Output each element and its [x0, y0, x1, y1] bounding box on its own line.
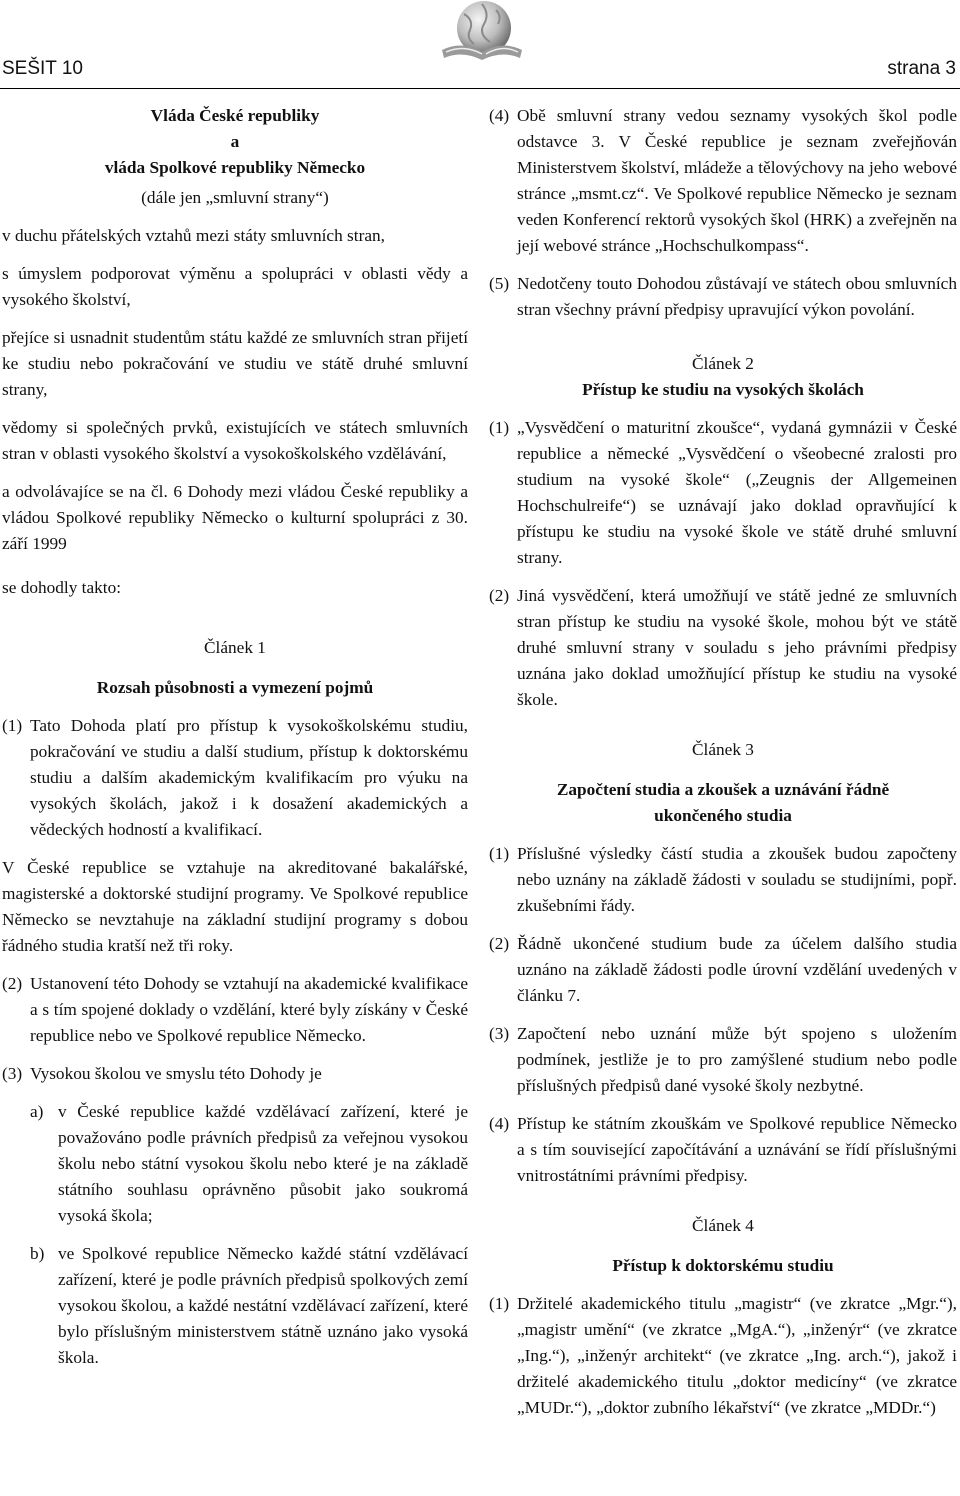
- left-column: [2, 103, 468, 1383]
- header-rule: [0, 88, 960, 89]
- article-1-paragraph: V České republice se vztahuje na akreditované bakalářské, magisterské a doktorské studijní programy. Ve Spolkové republice Německo se nevztahuje na základní studijní programy s dobou řádného studia kratší než tři roky.: [2, 858, 468, 955]
- issue-label: SEŠIT 10: [2, 58, 83, 79]
- article-4-heading: [489, 1213, 957, 1279]
- list-item: (1) Držitelé akademického titulu „magistr“ (ve zkratce „Mgr.“), „magistr umění“ (ve zkratce „MgA.“), „inženýr“ (ve zkratce „Ing.“), „inženýr architekt“ (ve zkratce „Ing. arch.“), jakož i držitelé akademického titulu „doktor medicíny“ (ve zkratce „MUDr.“), „doktor zubního lékařství“ (ve zkratce „MDDr.“): [489, 1294, 957, 1417]
- list-item: (2) Jiná vysvědčení, která umožňují ve státě jedné ze smluvních stran přístup ke studiu na vysoké škole, mohou být ve státě druhé smluvní strany v souladu s jeho právními předpisy uznána jako doklad umožňující přístup ke studiu na vysoké škole.: [489, 586, 957, 709]
- page-header: [0, 0, 960, 96]
- article-3-heading: [489, 737, 957, 829]
- article-2-heading: [489, 351, 957, 403]
- list-item: (1) Tato Dohoda platí pro přístup k vysokoškolskému studiu, pokračování ve studiu a další studium, přístup k doktorskému studiu a dalším akademickým kvalifikacím pro výuku na vysokých školách, jakož i k dosažení akademických a vědeckých hodností a kvalifikací.: [2, 716, 468, 839]
- list-item: (2) Ustanovení této Dohody se vztahují na akademické kvalifikace a s tím spojené doklady o vzdělání, které byly získány v České republice nebo ve Spolkové republice Německo.: [2, 974, 468, 1045]
- list-item: (3) Vysokou školou ve smyslu této Dohody je: [2, 1064, 322, 1083]
- article-1-title: Rozsah působnosti a vymezení pojmů: [96, 678, 374, 697]
- document-title: [2, 103, 468, 181]
- preamble-4: vědomy si společných prvků, existujících ve státech smluvních stran v oblasti vysokého školství a vysokoškolského vzdělávání,: [2, 418, 468, 463]
- article-4-number: Článek 4: [692, 1216, 754, 1235]
- article-4-title: Přístup k doktorskému studiu: [612, 1256, 834, 1275]
- article-2-number: Článek 2: [692, 354, 754, 373]
- article-3-number: Článek 3: [692, 740, 754, 759]
- list-item: (2) Řádně ukončené studium bude za účelem dalšího studia uznáno na základě žádosti podle úrovní vzdělání uvedených v článku 7.: [489, 934, 957, 1005]
- list-item: (4) Obě smluvní strany vedou seznamy vysokých škol podle odstavce 3. V České republice je seznam zveřejňován Ministerstvem školství, mládeže a tělovýchovy na jeho webové stránce „msmt.cz“. Ve Spolkové republice Německo je seznam veden Konferencí rektorů vysokých škol (HRK) a zveřejněn na její webové stránce „Hochschulkompass“.: [489, 106, 957, 255]
- article-1-heading: [2, 635, 468, 701]
- list-item: (3) Započtení nebo uznání může být spojeno s uložením podmínek, jestliže je to pro zamýšlené studium nebo podle příslušných předpisů dané vysoké školy nezbytné.: [489, 1024, 957, 1095]
- list-item: (5) Nedotčeny touto Dohodou zůstávají ve státech obou smluvních stran všechny právní předpisy upravující výkon povolání.: [489, 274, 957, 319]
- article-1-number: Článek 1: [204, 638, 266, 657]
- title-subtitle: (dále jen „smluvní strany“): [141, 188, 329, 207]
- preamble-3: přejíce si usnadnit studentům státu každé ze smluvních stran přijetí ke studiu nebo pokračování ve studiu ve státě druhé smluvní strany,: [2, 328, 468, 399]
- title-line-3: vláda Spolkové republiky Německo: [104, 158, 366, 177]
- preamble-2: s úmyslem podporovat výměnu a spolupráci v oblasti vědy a vysokého školství,: [2, 264, 468, 309]
- list-item: (4) Přístup ke státním zkouškám ve Spolkové republice Německo a s tím související započítávání a uznávání se řídí příslušnými vnitrostátními právními předpisy.: [489, 1114, 957, 1185]
- preamble-1: v duchu přátelských vztahů mezi státy smluvních stran,: [2, 226, 385, 245]
- list-item: (1) Příslušné výsledky částí studia a zkoušek budou započteny nebo uznány na základě žádosti v souladu se studijními, popř. zkušebními řády.: [489, 844, 957, 915]
- article-3-title: Započtení studia a zkoušek a uznávání řádně ukončeného studia: [556, 780, 890, 825]
- preamble-5: a odvolávajíce se na čl. 6 Dohody mezi vládou České republiky a vládou Spolkové republiky Německo o kulturní spolupráci z 30. září 1999: [2, 482, 468, 553]
- page-number: strana 3: [887, 58, 956, 79]
- title-line-1: Vláda České republiky: [150, 106, 320, 125]
- list-item: (1) „Vysvědčení o maturitní zkoušce“, vydaná gymnázii v České republice a německé „Vysvědčení o všeobecné zralosti pro studium na vysoké škole“ („Zeugnis der Allgemeinen Hochschulreife“) se uznávají jako doklad opravňující k přístupu ke studiu na vysoké škole ve státě druhé smluvní strany.: [489, 418, 957, 567]
- right-column: [489, 103, 957, 1433]
- globe-book-logo-icon: [438, 0, 522, 66]
- article-2-title: Přístup ke studiu na vysokých školách: [582, 380, 864, 399]
- sub-item: a) v České republice každé vzdělávací zařízení, které je považováno podle právních předpisů za veřejnou vysokou školu nebo státní vysokou školu nebo které je na základě státního souhlasu oprávněno působit jako soukromá vysoká škola;: [30, 1102, 468, 1225]
- title-line-2: a: [230, 132, 240, 151]
- sub-item: b) ve Spolkové republice Německo každé státní vzdělávací zařízení, které je podle právních předpisů spolkových zemí vysokou školou, a každé nestátní vzdělávací zařízení, které bylo příslušným ministerstvem státně uznáno jako vysoká škola.: [30, 1244, 468, 1367]
- preamble-6: se dohodly takto:: [2, 578, 122, 597]
